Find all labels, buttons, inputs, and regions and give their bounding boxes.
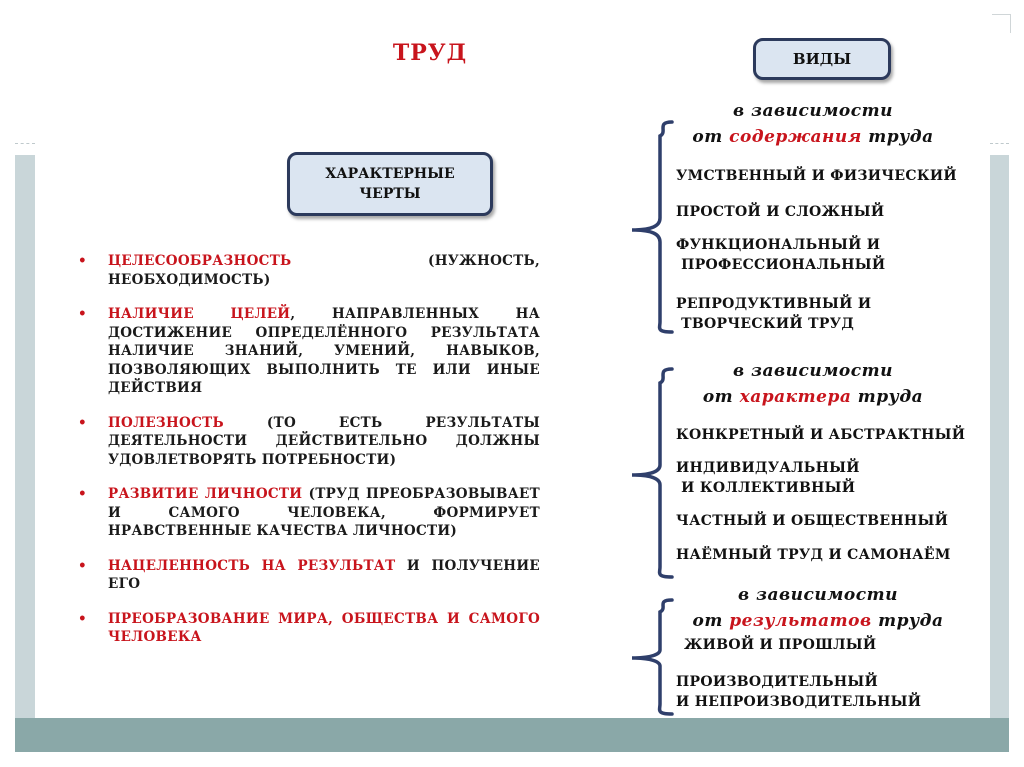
trait-text: (ТРУД ПРЕОБРАЗОВЫВАЕТ И САМОГО ЧЕЛОВЕКА, ФОРМИРУЕТ НРАВСТВЕННЫЕ КАЧЕСТВА ЛИЧНОСТИ): [108, 486, 540, 539]
heading-prefix: от: [692, 127, 730, 147]
group-heading-line1: в зависимости: [733, 361, 893, 381]
type-item: УМСТВЕННЫЙ И ФИЗИЧЕСКИЙ: [676, 168, 957, 184]
group-heading-line1: в зависимости: [733, 101, 893, 121]
type-item: И КОЛЛЕКТИВНЫЙ: [676, 480, 856, 496]
group-heading-results: [668, 582, 968, 634]
trait-item: [78, 485, 540, 541]
trait-highlight: НАЦЕЛЕННОСТЬ НА РЕЗУЛЬТАТ: [108, 557, 396, 574]
types-box: ВИДЫ: [753, 38, 891, 80]
trait-text: (НУЖНОСТЬ, НЕОБХОДИМОСТЬ): [108, 253, 540, 288]
slide-frame-right: [990, 155, 1009, 720]
trait-item: [78, 305, 540, 398]
type-item: НАЁМНЫЙ ТРУД И САМОНАЁМ: [676, 547, 951, 563]
traits-box-line1: ХАРАКТЕРНЫЕ: [325, 166, 455, 182]
trait-highlight: ЦЕЛЕСООБРАЗНОСТЬ: [108, 253, 292, 269]
slide-frame-bottom: [15, 718, 1009, 752]
group-heading-line2: [668, 384, 958, 410]
trait-text: , НАПРАВЛЕННЫХ НА ДОСТИЖЕНИЕ ОПРЕДЕЛЁННОГО РЕЗУЛЬТАТА НАЛИЧИЕ ЗНАНИЙ, УМЕНИЙ, НАВЫКОВ, ПОЗВОЛЯЮЩИХ ВЫПОЛНИТЬ ТЕ ИЛИ ИНЫЕ ДЕЙСТВИЯ: [108, 306, 540, 396]
trait-item: [78, 252, 540, 289]
brace-icon: [628, 118, 676, 336]
type-item: ЖИВОЙ И ПРОШЛЫЙ: [684, 637, 877, 653]
slide-frame-left: [15, 155, 35, 720]
traits-box-line2: ЧЕРТЫ: [359, 186, 421, 202]
traits-list: [78, 252, 540, 663]
heading-suffix: труда: [851, 387, 924, 407]
frame-top-line-right: [990, 143, 1009, 144]
bullet-icon: •: [78, 253, 87, 269]
bullet-icon: •: [78, 414, 87, 431]
type-item: ПРОИЗВОДИТЕЛЬНЫЙ: [676, 674, 879, 690]
trait-highlight: РАЗВИТИЕ ЛИЧНОСТИ: [108, 486, 303, 502]
diagram-title: ТРУД: [392, 40, 468, 66]
bullet-icon: •: [78, 557, 87, 574]
type-item: ТВОРЧЕСКИЙ ТРУД: [676, 316, 855, 332]
heading-prefix: от: [702, 387, 740, 407]
heading-suffix: труда: [861, 127, 934, 147]
group-heading-character: [668, 358, 958, 410]
type-item: ФУНКЦИОНАЛЬНЫЙ И: [676, 237, 881, 253]
trait-highlight: НАЛИЧИЕ ЦЕЛЕЙ: [108, 306, 291, 322]
bullet-icon: •: [78, 486, 87, 502]
heading-suffix: труда: [871, 611, 944, 631]
type-item: РЕПРОДУКТИВНЫЙ И: [676, 296, 872, 312]
group-heading-line2: [668, 608, 968, 634]
traits-box: [287, 152, 493, 216]
heading-prefix: от: [692, 611, 730, 631]
type-item: ПРОСТОЙ И СЛОЖНЫЙ: [676, 204, 885, 220]
trait-item: [78, 610, 540, 647]
trait-highlight: ПОЛЕЗНОСТЬ: [108, 414, 224, 431]
type-item: ПРОФЕССИОНАЛЬНЫЙ: [676, 257, 886, 273]
heading-highlight: результатов: [729, 611, 872, 631]
type-item: ЧАСТНЫЙ И ОБЩЕСТВЕННЫЙ: [676, 513, 949, 529]
trait-highlight: ПРЕОБРАЗОВАНИЕ МИРА, ОБЩЕСТВА И САМОГО ЧЕЛОВЕКА: [108, 610, 540, 645]
type-item: И НЕПРОИЗВОДИТЕЛЬНЫЙ: [676, 694, 922, 710]
type-item: КОНКРЕТНЫЙ И АБСТРАКТНЫЙ: [676, 427, 966, 443]
type-item: ИНДИВИДУАЛЬНЫЙ: [676, 460, 860, 476]
group-heading-line1: в зависимости: [738, 585, 898, 605]
trait-item: [78, 557, 540, 594]
slide-corner: [992, 14, 1011, 33]
trait-text: И ПОЛУЧЕНИЕ ЕГО: [108, 557, 540, 592]
trait-item: [78, 414, 540, 470]
trait-text: (ТО ЕСТЬ РЕЗУЛЬТАТЫ ДЕЯТЕЛЬНОСТИ ДЕЙСТВИТЕЛЬНО ДОЛЖНЫ УДОВЛЕТВОРЯТЬ ПОТРЕБНОСТИ): [108, 414, 540, 468]
frame-top-line-left: [15, 143, 35, 144]
heading-highlight: содержания: [729, 127, 862, 147]
bullet-icon: •: [78, 306, 87, 322]
heading-highlight: характера: [739, 387, 852, 407]
bullet-icon: •: [78, 610, 87, 627]
group-heading-line2: [668, 124, 958, 150]
group-heading-content: [668, 98, 958, 150]
